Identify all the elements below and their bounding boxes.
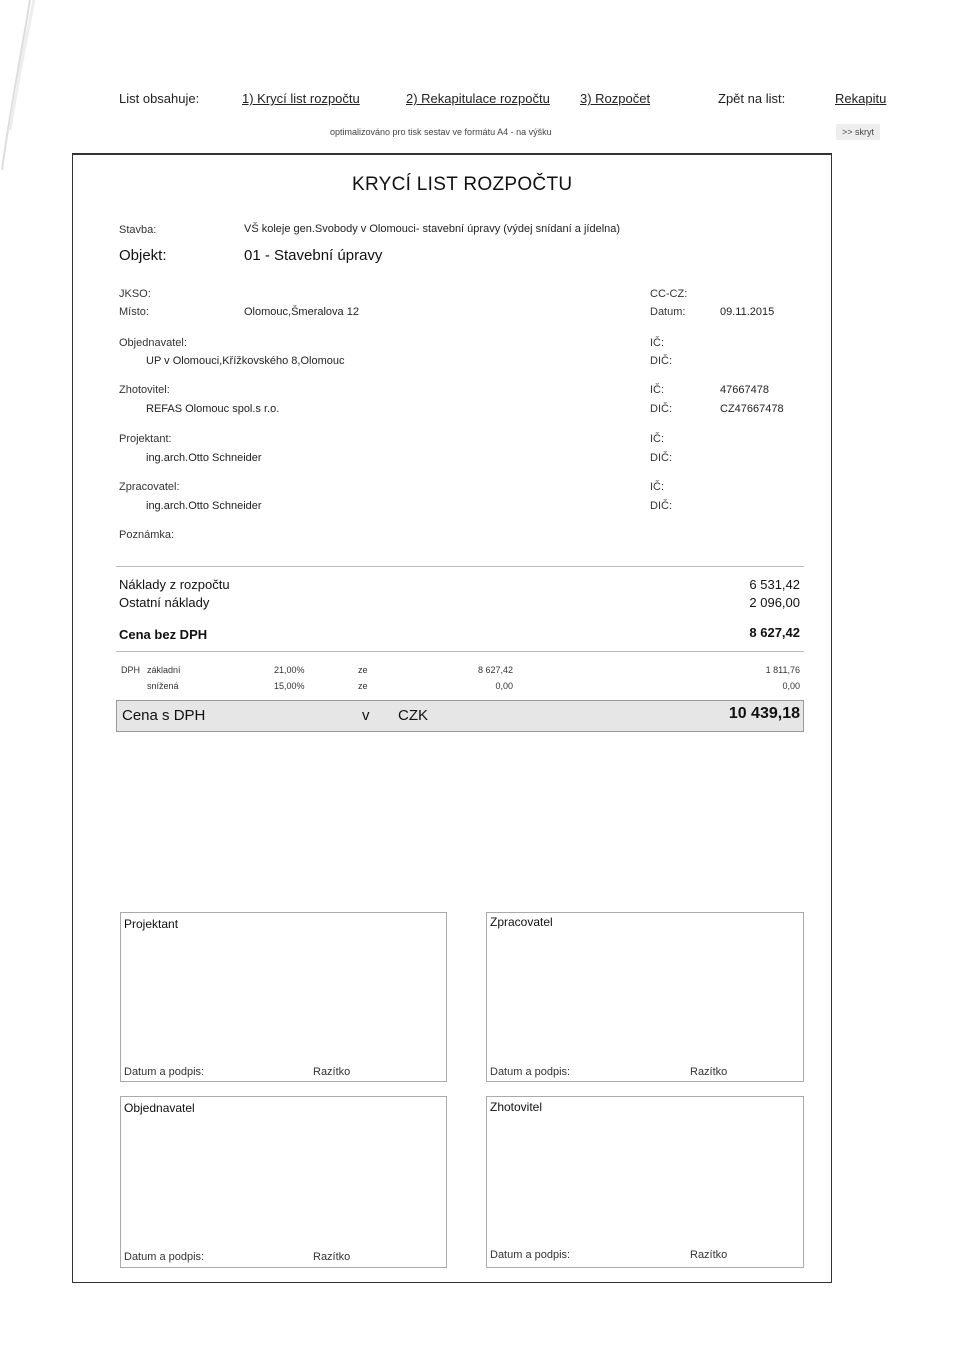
cena-s-value: 10 439,18: [728, 705, 800, 722]
zpracovatel-datum-podpis: Datum a podpis:: [490, 1066, 571, 1078]
tab-rekapitulace-link[interactable]: 2) Rekapitulace rozpočtu: [406, 91, 550, 106]
zakladni-tax: 1 811,76: [765, 665, 800, 675]
projektant-label: Projektant:: [119, 433, 172, 445]
ze-label: ze: [358, 665, 368, 675]
zpracovatel-value: ing.arch.Otto Schneider: [146, 500, 262, 512]
cena-s-label: Cena s DPH: [122, 707, 206, 724]
projektant-box: [120, 912, 447, 1082]
zpracovatel-razitko: Razítko: [690, 1066, 728, 1078]
objednavatel-ic-label: IČ:: [650, 337, 665, 349]
tab-rozpocet-link[interactable]: 3) Rozpočet: [580, 91, 651, 106]
print-hint: optimalizováno pro tisk sestav ve formátu A4 - na výšku: [330, 127, 552, 137]
zhotovitel-value: REFAS Olomouc spol.s r.o.: [146, 403, 280, 415]
ostatni-label: Ostatní náklady: [119, 595, 210, 610]
snizena-rate: 15,00%: [274, 681, 305, 691]
objednavatel-razitko: Razítko: [313, 1251, 351, 1263]
divider: [116, 651, 804, 652]
tab-rozpocet[interactable]: [580, 91, 650, 106]
objednavatel-value: UP v Olomouci,Křížkovského 8,Olomouc: [146, 355, 345, 367]
back-link-anchor[interactable]: Rekapitu: [835, 91, 887, 106]
zakladni-base: 8 627,42: [477, 665, 513, 675]
objednavatel-dic-label: DIČ:: [650, 355, 672, 367]
poznamka-label: Poznámka:: [119, 529, 175, 541]
list-contains-label: List obsahuje:: [119, 91, 200, 106]
document-title: KRYCÍ LIST ROZPOČTU: [352, 174, 573, 195]
stavba-value: VŠ koleje gen.Svobody v Olomouci- stavební úpravy (výdej snídaní a jídelna): [244, 223, 621, 235]
hide-link[interactable]: >> skryt: [842, 127, 875, 137]
zhotovitel-razitko: Razítko: [690, 1249, 728, 1261]
tab-kryci-list-link[interactable]: 1) Krycí list rozpočtu: [242, 91, 360, 106]
zhotovitel-dic-label: DIČ:: [650, 403, 672, 415]
currency-label: CZK: [398, 707, 428, 724]
divider: [116, 566, 804, 567]
total-bar: [116, 700, 804, 732]
zpracovatel-dic-label: DIČ:: [650, 500, 672, 512]
zpracovatel-box: [486, 912, 804, 1082]
objekt-label: Objekt:: [119, 247, 167, 264]
scan-edge-mark: [0, 0, 36, 170]
snizena-tax: 0,00: [782, 681, 800, 691]
objednavatel-datum-podpis: Datum a podpis:: [124, 1251, 205, 1263]
zhotovitel-ic-label: IČ:: [650, 384, 665, 396]
misto-label: Místo:: [119, 306, 149, 318]
projektant-datum-podpis: Datum a podpis:: [124, 1066, 205, 1078]
naklady-value: 6 531,42: [749, 577, 800, 592]
jkso-label: JKSO:: [119, 288, 151, 300]
projektant-ic-label: IČ:: [650, 433, 665, 445]
zhotovitel-box: [486, 1096, 804, 1268]
stavba-label: Stavba:: [119, 224, 157, 236]
zhotovitel-datum-podpis: Datum a podpis:: [490, 1249, 571, 1261]
zhotovitel-box-title: Zhotovitel: [490, 1100, 543, 1114]
zpracovatel-label: Zpracovatel:: [119, 481, 180, 493]
zhotovitel-dic-value: CZ47667478: [720, 403, 784, 415]
datum-value: 09.11.2015: [720, 306, 775, 318]
datum-label: Datum:: [650, 306, 686, 318]
objednavatel-box: [120, 1096, 447, 1268]
objekt-value: 01 - Stavební úpravy: [244, 247, 383, 264]
cena-bez-value: 8 627,42: [749, 625, 800, 640]
snizena-base: 0,00: [495, 681, 513, 691]
back-link[interactable]: [835, 91, 886, 106]
back-label: Zpět na list:: [718, 91, 786, 106]
zhotovitel-ic-value: 47667478: [720, 384, 769, 396]
zakladni-label: základní: [147, 665, 181, 675]
objednavatel-label: Objednavatel:: [119, 337, 187, 349]
zhotovitel-label: Zhotovitel:: [119, 384, 170, 396]
dph-label: DPH: [121, 665, 141, 675]
zpracovatel-ic-label: IČ:: [650, 481, 665, 493]
misto-value: Olomouc,Šmeralova 12: [244, 306, 359, 318]
cena-bez-label: Cena bez DPH: [119, 627, 208, 642]
projektant-dic-label: DIČ:: [650, 452, 672, 464]
snizena-label: snížená: [147, 681, 179, 691]
ze-label: ze: [358, 681, 368, 691]
tab-rekapitulace[interactable]: [406, 91, 550, 106]
zpracovatel-box-title: Zpracovatel: [490, 915, 553, 929]
tab-kryci-list[interactable]: [242, 91, 360, 106]
projektant-value: ing.arch.Otto Schneider: [146, 452, 262, 464]
zakladni-rate: 21,00%: [274, 665, 305, 675]
ostatni-value: 2 096,00: [749, 595, 800, 610]
projektant-razitko: Razítko: [313, 1066, 351, 1078]
objednavatel-box-title: Objednavatel: [124, 1101, 195, 1115]
projektant-box-title: Projektant: [124, 917, 179, 931]
cccz-label: CC-CZ:: [650, 288, 688, 300]
naklady-label: Náklady z rozpočtu: [119, 577, 230, 592]
v-label: v: [362, 707, 370, 724]
